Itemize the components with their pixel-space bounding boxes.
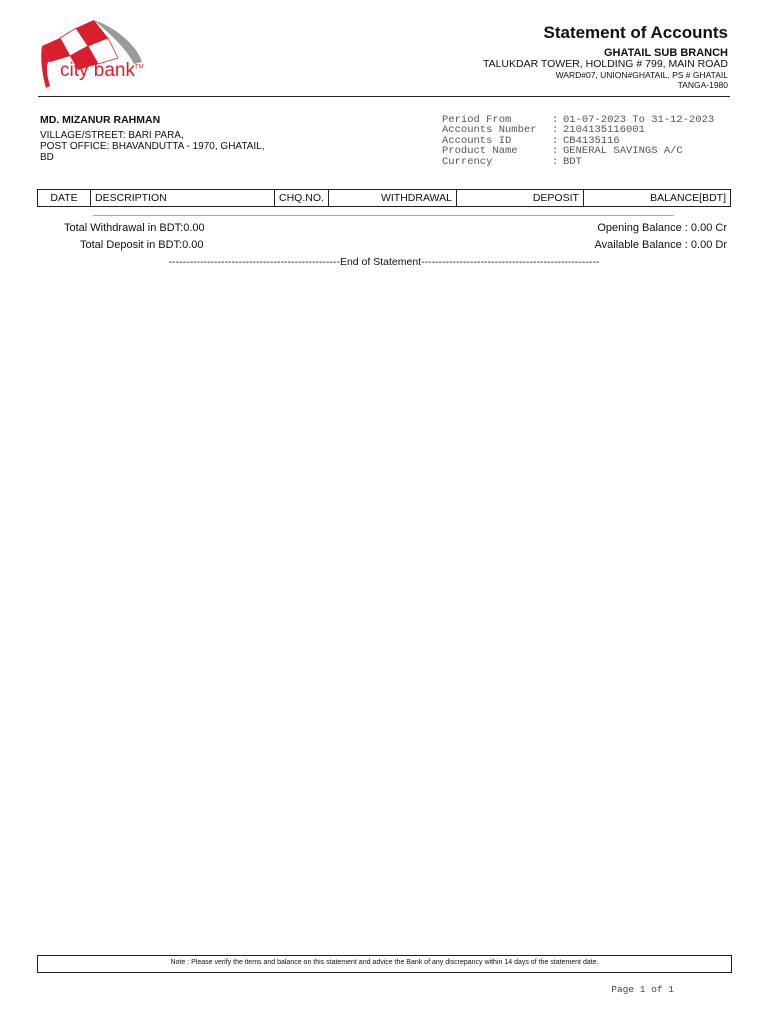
column-header-date: DATE (38, 190, 91, 207)
end-of-statement-text: End of Statement (339, 256, 422, 268)
branch-address-line1: TALUKDAR TOWER, HOLDING # 799, MAIN ROAD (482, 58, 728, 70)
page-number: Page 1 of 1 (611, 984, 674, 995)
branch-address-line3: TANGA-1980 (677, 80, 728, 90)
branch-name: GHATAIL SUB BRANCH (603, 47, 728, 59)
account-row-period: Period From : 01-07-2023 To 31-12-2023 (442, 114, 715, 126)
customer-address-line1: VILLAGE/STREET: BARI PARA, (40, 130, 184, 141)
end-of-statement: -------------------------------------------------End of Statement--------------------------------------------------- (168, 256, 600, 268)
opening-balance: Opening Balance : 0.00 Cr (597, 222, 727, 234)
column-header-chq-no: CHQ.NO. (275, 190, 329, 207)
column-header-balance: BALANCE[BDT] (583, 190, 730, 207)
statement-title: Statement of Accounts (543, 23, 728, 42)
column-header-withdrawal: WITHDRAWAL (328, 190, 456, 207)
total-deposit: Total Deposit in BDT:0.00 (80, 239, 204, 251)
footer-note: Note : Please verify the items and balance on this statement and advice the Bank of any discrepancy within 14 days of the statement date. (37, 955, 732, 973)
account-row-product: Product Name : GENERAL SAVINGS A/C (442, 145, 683, 158)
total-withdrawal: Total Withdrawal in BDT:0.00 (64, 222, 205, 234)
header-divider (38, 96, 730, 97)
account-row-currency: Currency : BDT (442, 155, 582, 168)
city-bank-wordmark: city bank™ (60, 60, 144, 81)
branch-address-line2: WARD#07, UNION#GHATAIL, PS # GHATAIL (555, 70, 728, 80)
city-bank-logo-icon (38, 18, 178, 98)
column-header-deposit: DEPOSIT (456, 190, 583, 207)
account-info (442, 115, 714, 167)
customer-address-line3: BD (40, 152, 54, 163)
account-row-id: Accounts ID : CB4135116 (442, 134, 620, 147)
account-row-number: Accounts Number : 2104135116001 (442, 124, 645, 137)
customer-address (40, 130, 300, 163)
available-balance: Available Balance : 0.00 Dr (594, 239, 727, 251)
summary-divider (93, 215, 674, 216)
transactions-table (37, 189, 731, 207)
column-header-description: DESCRIPTION (91, 190, 275, 207)
table-header-row (38, 190, 731, 207)
customer-name: MD. MIZANUR RAHMAN (40, 114, 161, 126)
customer-address-line2: POST OFFICE: BHAVANDUTTA - 1970, GHATAIL, (40, 141, 265, 152)
